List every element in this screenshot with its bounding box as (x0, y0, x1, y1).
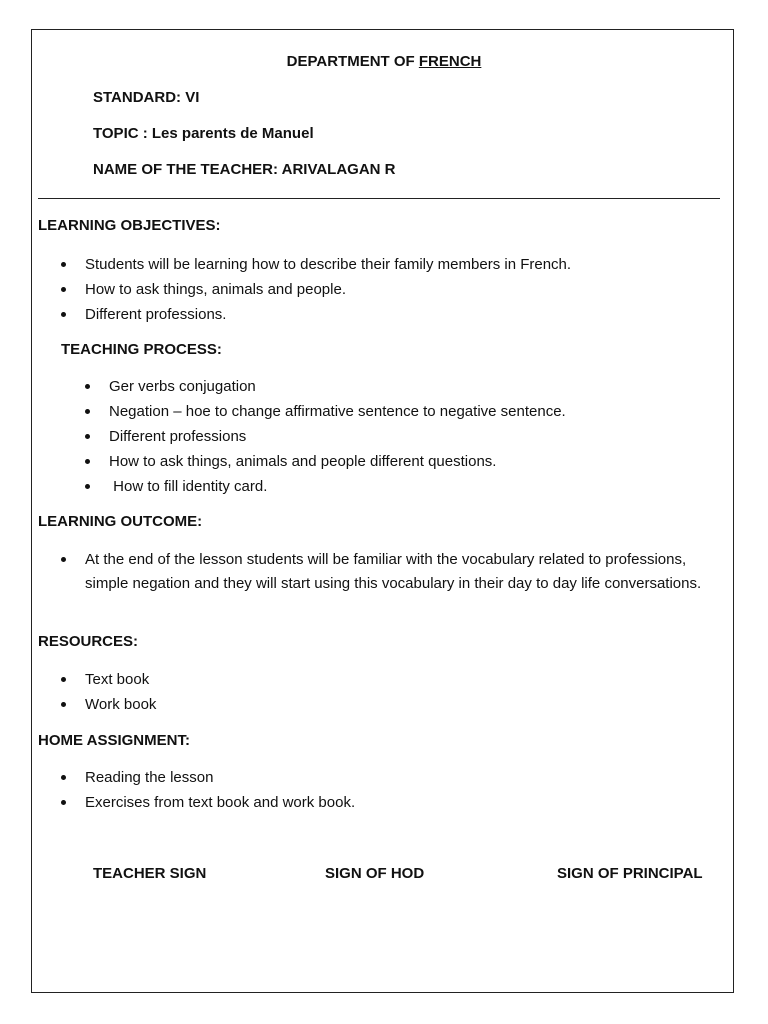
bullet-icon (85, 409, 90, 414)
list-item: Exercises from text book and work book. (85, 790, 355, 815)
department-subject: FRENCH (418, 53, 482, 70)
home-assignment-heading: HOME ASSIGNMENT: (38, 732, 190, 749)
list-item: Reading the lesson (85, 765, 355, 790)
list-item: How to fill identity card. (109, 474, 566, 499)
teacher-name-line: NAME OF THE TEACHER: ARIVALAGAN R (93, 161, 396, 178)
horizontal-divider (38, 198, 720, 199)
bullet-icon (85, 484, 90, 489)
bullet-icon (61, 557, 66, 562)
bullet-icon (61, 702, 66, 707)
learning-objectives-list (85, 252, 571, 327)
bullet-icon (61, 287, 66, 292)
learning-outcome-heading: LEARNING OUTCOME: (38, 513, 203, 530)
department-title (0, 53, 768, 70)
bullet-icon (85, 434, 90, 439)
list-item: Negation – hoe to change affirmative sentence to negative sentence. (109, 399, 566, 424)
list-item: Students will be learning how to describe their family members in French. (85, 252, 571, 277)
topic-line: TOPIC : Les parents de Manuel (93, 125, 314, 142)
teaching-process-heading: TEACHING PROCESS: (61, 341, 222, 358)
list-item: Text book (85, 667, 156, 692)
resources-heading: RESOURCES: (38, 633, 139, 650)
department-prefix: DEPARTMENT OF (286, 53, 419, 70)
resources-list (85, 667, 156, 717)
learning-objectives-heading: LEARNING OBJECTIVES: (38, 217, 221, 234)
list-item: Different professions (109, 424, 566, 449)
standard-line: STANDARD: VI (93, 89, 200, 106)
bullet-icon (85, 459, 90, 464)
bullet-icon (61, 677, 66, 682)
list-item: Work book (85, 692, 156, 717)
list-item: Ger verbs conjugation (109, 374, 566, 399)
principal-sign-label: SIGN OF PRINCIPAL (557, 865, 703, 882)
bullet-icon (61, 775, 66, 780)
bullet-icon (85, 384, 90, 389)
list-item: How to ask things, animals and people. (85, 277, 571, 302)
bullet-icon (61, 262, 66, 267)
hod-sign-label: SIGN OF HOD (325, 865, 425, 882)
teacher-sign-label: TEACHER SIGN (93, 865, 207, 882)
list-item: Different professions. (85, 302, 571, 327)
list-item: How to ask things, animals and people different questions. (109, 449, 566, 474)
bullet-icon (61, 312, 66, 317)
learning-outcome-item: At the end of the lesson students will be familiar with the vocabulary related to professions, simple negation and they will start using this vocabulary in their day to day life conversations. (85, 548, 730, 596)
bullet-icon (61, 800, 66, 805)
teaching-process-list (109, 374, 566, 499)
home-assignment-list (85, 765, 355, 815)
